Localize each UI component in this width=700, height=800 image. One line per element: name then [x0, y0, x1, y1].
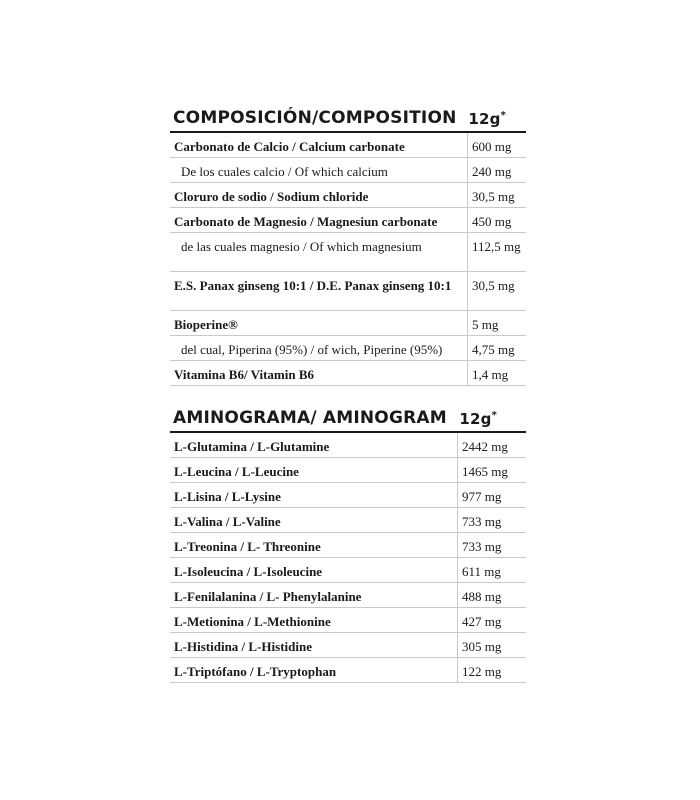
- aminogram-serving-amount: [459, 410, 497, 431]
- ingredient-value: 5 mg: [467, 311, 526, 335]
- amino-acid-value: 122 mg: [457, 658, 526, 682]
- composition-header: [170, 108, 526, 133]
- amino-acid-name: L-Histidina / L-Histidine: [174, 639, 312, 654]
- ingredient-name: Bioperine®: [174, 317, 238, 332]
- table-row: [170, 133, 526, 158]
- amino-acid-name: L-Fenilalanina / L- Phenylalanine: [174, 589, 362, 604]
- amino-acid-value: 2442 mg: [457, 433, 526, 457]
- table-row: [170, 336, 526, 361]
- amino-acid-name: L-Lisina / L-Lysine: [174, 489, 281, 504]
- amino-acid-value: 488 mg: [457, 583, 526, 607]
- table-row: [170, 608, 526, 633]
- table-row: [170, 208, 526, 233]
- ingredient-name: de las cuales magnesio / Of which magnesium: [181, 239, 422, 254]
- amino-acid-value: 305 mg: [457, 633, 526, 657]
- table-row: [170, 272, 526, 311]
- ingredient-value: 600 mg: [467, 133, 526, 157]
- ingredient-value: 30,5 mg: [467, 183, 526, 207]
- table-row: [170, 483, 526, 508]
- amino-acid-value: 733 mg: [457, 533, 526, 557]
- table-row: [170, 658, 526, 683]
- ingredient-name: Carbonato de Calcio / Calcium carbonate: [174, 139, 405, 154]
- ingredient-value: 450 mg: [467, 208, 526, 232]
- table-row: [170, 583, 526, 608]
- amino-acid-name: L-Metionina / L-Methionine: [174, 614, 331, 629]
- ingredient-value: 240 mg: [467, 158, 526, 182]
- table-row: [170, 508, 526, 533]
- amino-acid-name: L-Valina / L-Valine: [174, 514, 281, 529]
- ingredient-name: del cual, Piperina (95%) / of wich, Piperine (95%): [181, 342, 443, 357]
- ingredient-value: 4,75 mg: [467, 336, 526, 360]
- amino-acid-value: 733 mg: [457, 508, 526, 532]
- composition-table: [170, 108, 526, 386]
- table-row: [170, 633, 526, 658]
- ingredient-value: 1,4 mg: [467, 361, 526, 385]
- table-row: [170, 158, 526, 183]
- composition-footnote-mark: *: [500, 110, 506, 121]
- ingredient-name: De los cuales calcio / Of which calcium: [181, 164, 388, 179]
- table-row: [170, 311, 526, 336]
- table-row: [170, 558, 526, 583]
- table-row: [170, 361, 526, 386]
- aminogram-table: [170, 408, 526, 683]
- table-row: [170, 533, 526, 558]
- composition-amount-value: 12g: [468, 110, 501, 128]
- amino-acid-name: L-Isoleucina / L-Isoleucine: [174, 564, 323, 579]
- amino-acid-name: L-Leucina / L-Leucine: [174, 464, 299, 479]
- aminogram-title: AMINOGRAMA/ AMINOGRAM: [173, 408, 447, 428]
- amino-acid-name: L-Triptófano / L-Tryptophan: [174, 664, 337, 679]
- aminogram-footnote-mark: *: [491, 410, 497, 421]
- ingredient-name: Cloruro de sodio / Sodium chloride: [174, 189, 369, 204]
- aminogram-amount-value: 12g: [459, 410, 492, 428]
- ingredient-value: 112,5 mg: [467, 233, 526, 271]
- amino-acid-value: 427 mg: [457, 608, 526, 632]
- table-row: [170, 458, 526, 483]
- amino-acid-name: L-Glutamina / L-Glutamine: [174, 439, 330, 454]
- ingredient-name: Carbonato de Magnesio / Magnesiun carbonate: [174, 214, 438, 229]
- amino-acid-value: 611 mg: [457, 558, 526, 582]
- composition-serving-amount: [468, 110, 506, 131]
- amino-acid-value: 977 mg: [457, 483, 526, 507]
- amino-acid-value: 1465 mg: [457, 458, 526, 482]
- ingredient-name: Vitamina B6/ Vitamin B6: [174, 367, 315, 382]
- ingredient-name: E.S. Panax ginseng 10:1 / D.E. Panax ginseng 10:1: [174, 278, 452, 293]
- aminogram-header: [170, 408, 526, 433]
- table-row: [170, 233, 526, 272]
- table-row: [170, 433, 526, 458]
- amino-acid-name: L-Treonina / L- Threonine: [174, 539, 321, 554]
- table-row: [170, 183, 526, 208]
- composition-title: COMPOSICIÓN/COMPOSITION: [173, 108, 457, 128]
- ingredient-value: 30,5 mg: [467, 272, 526, 310]
